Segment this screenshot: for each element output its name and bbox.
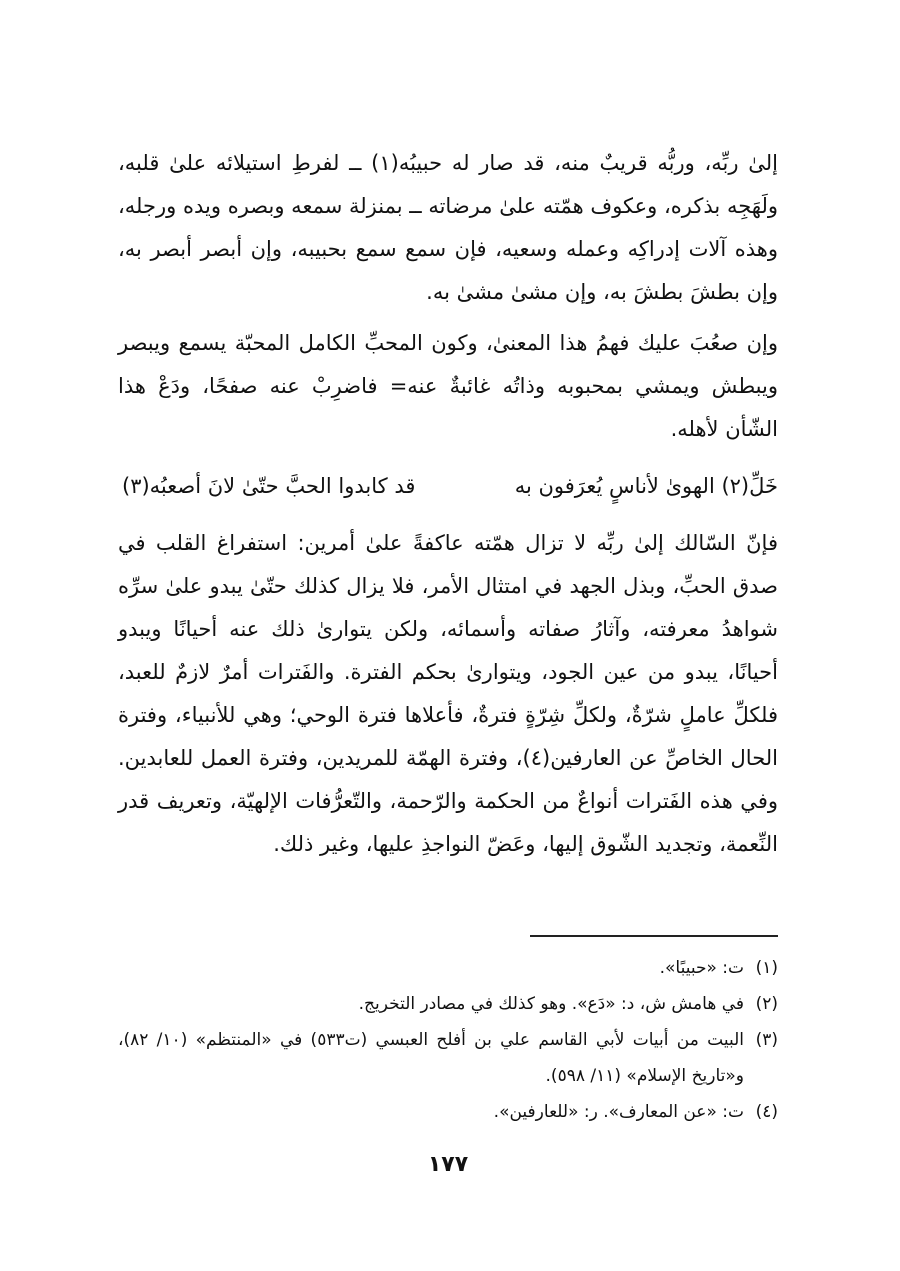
paragraph-2: وإن صعُبَ عليك فهمُ هذا المعنىٰ، وكون المحبِّ الكامل المحبّة يسمع ويبصر ويبطش ويمشي بمحبوبه وذاتُه غائبةٌ عنه= فاضرِبْ عنه صفحًا، ودَعْ هذا الشّأن لأهله. xyxy=(118,331,778,441)
verse-second-hemistich: قد كابدوا الحبَّ حتّىٰ لانَ أصعبُه(٣) xyxy=(122,474,416,498)
footnote-number: (١) xyxy=(755,958,778,978)
footnote-number: (٢) xyxy=(755,994,778,1014)
footnote-text: البيت من أبيات لأبي القاسم علي بن أفلح العبسي (ت٥٣٣) في «المنتظم» (١٠/ ٨٢)، و«تاريخ الإسلام» (١١/ ٥٩٨). xyxy=(118,1030,744,1086)
footnote-item xyxy=(118,1022,778,1094)
book-page xyxy=(118,142,778,1271)
footnote-separator xyxy=(530,935,778,937)
footnote-item xyxy=(118,986,778,1022)
footnote-item xyxy=(118,950,778,986)
poetry-verse xyxy=(118,465,778,508)
page-number: ١٧٧ xyxy=(427,1152,469,1177)
paragraph-3: فإنّ السّالك إلىٰ ربِّه لا تزال همّته عاكفةً علىٰ أمرين: استفراغ القلب في صدق الحبِّ، وبذل الجهد في امتثال الأمر، فلا يزال كذلك حتّىٰ يبدو علىٰ سرِّه شواهدُ معرفته، وآثارُ صفاته وأسمائه، ولكن يتوارىٰ ذلك عنه أحيانًا ويبدو أحيانًا، يبدو من عين الجود، ويتوارىٰ بحكم الفترة. والفَترات أمرٌ لازمٌ للعبد، فلكلِّ عاملٍ شرّةٌ، ولكلِّ شِرّةٍ فترةٌ، فأعلاها فترة الوحي؛ وهي للأنبياء، وفترة الحال الخاصِّ عن العارفين(٤)، وفترة الهمّة للمريدين، وفترة العمل للعابدين. وفي هذه الفَترات أنواعٌ من الحكمة والرّحمة، والتّعرُّفات الإلهيّة، وتعريف قدر النِّعمة، وتجديد الشّوق إليها، وعَضّ النواجذِ عليها، وغير ذلك. xyxy=(118,531,778,856)
paragraph-1: إلىٰ ربِّه، وربُّه قريبٌ منه، قد صار له حبيبُه(١) ــ لفرطِ استيلائه علىٰ قلبه، ولَهَجِه بذكره، وعكوف همّته علىٰ مرضاته ــ بمنزلة سمعه وبصره ويده ورجله، وهذه آلات إدراكِه وعمله وسعيه، فإن سمع سمع بحبيبه، وإن أبصر أبصر به، وإن بطشَ بطشَ به، وإن مشىٰ مشىٰ به. xyxy=(118,151,779,304)
footnote-text: ت: «عن المعارف». ر: «للعارفين». xyxy=(493,1102,744,1122)
footnote-text: ت: «حبيبًا». xyxy=(659,958,744,978)
footnote-number: (٤) xyxy=(755,1102,778,1122)
footnote-number: (٣) xyxy=(755,1030,778,1050)
footnote-item xyxy=(118,1094,778,1130)
verse-first-hemistich: خَلِّ(٢) الهوىٰ لأناسٍ يُعرَفون به xyxy=(514,474,778,498)
footnote-text: في هامش ش، د: «دَع». وهو كذلك في مصادر التخريج. xyxy=(358,994,744,1014)
footnotes xyxy=(118,950,778,1130)
